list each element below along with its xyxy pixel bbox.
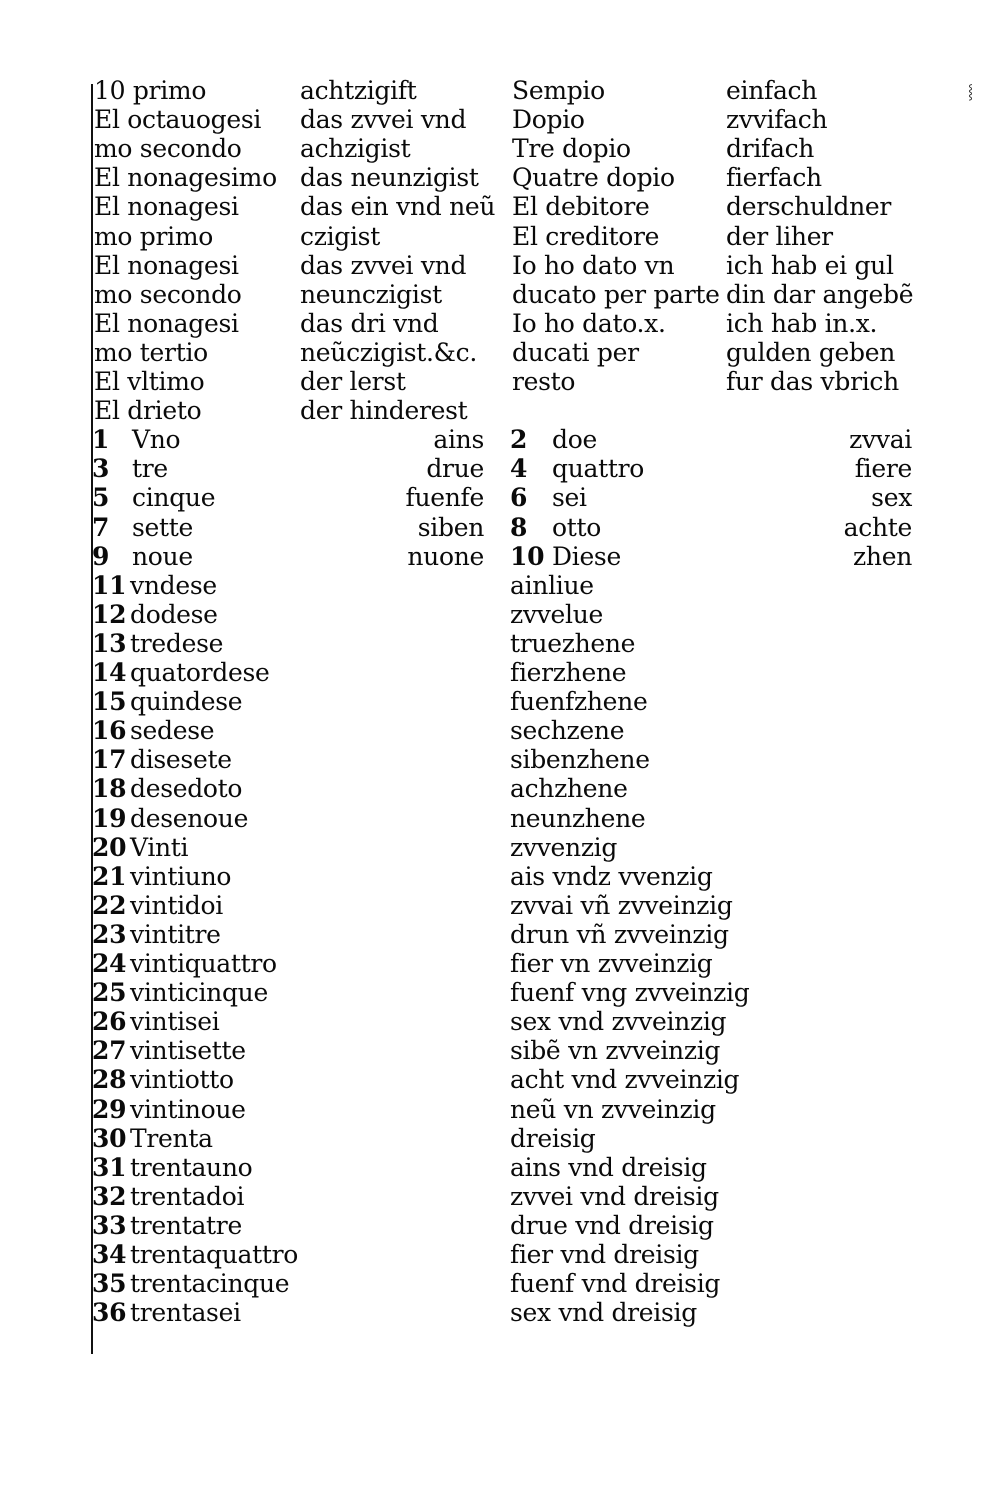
german-number-cell: zvvai vñ zvveinzig: [510, 890, 733, 920]
number-cell: 22: [92, 890, 127, 920]
german-ordinal-cell: das neunzigist: [300, 163, 479, 193]
italian-number-cell: tredese: [130, 628, 224, 658]
italian-number-left: sette: [132, 512, 194, 542]
italian-term-cell: El debitore: [512, 192, 650, 222]
italian-term-cell: ducato per parte: [512, 279, 720, 309]
german-number-cell: ains vnd dreisig: [510, 1152, 707, 1182]
number-cell: 29: [92, 1094, 127, 1124]
number-cell: 14: [92, 658, 127, 687]
italian-number-cell: Vinti: [130, 832, 189, 862]
german-term-cell: gulden geben: [726, 337, 896, 367]
german-number-cell: fier vnd dreisig: [510, 1240, 699, 1269]
german-ordinal-cell: achtzigift: [300, 76, 417, 105]
italian-number-left: tre: [132, 454, 168, 484]
german-number-right: achte: [843, 512, 912, 542]
italian-term-cell: Sempio: [512, 76, 605, 105]
number-cell: 13: [92, 628, 127, 658]
german-number-cell: zvvenzig: [510, 832, 618, 862]
number-cell: 27: [92, 1036, 127, 1066]
german-number-left: ains: [433, 425, 484, 455]
german-number-left: nuone: [407, 541, 484, 571]
number-cell: 34: [92, 1240, 127, 1269]
italian-number-cell: trentatre: [130, 1210, 242, 1240]
italian-number-cell: vintisei: [130, 1007, 220, 1037]
german-number-left: drue: [426, 454, 484, 484]
number-cell: 31: [92, 1152, 127, 1182]
italian-ordinal-cell: El octauogesi: [94, 105, 262, 135]
italian-ordinal-cell: mo tertio: [94, 337, 208, 367]
german-number-cell: fuenf vnd dreisig: [510, 1269, 721, 1299]
italian-ordinal-cell: El nonagesi: [94, 250, 239, 280]
german-number-cell: dreisig: [510, 1123, 596, 1153]
italian-number-cell: quatordese: [130, 658, 270, 687]
number-cell: 28: [92, 1065, 127, 1095]
german-term-cell: ich hab ei gul: [726, 250, 894, 280]
german-term-cell: fierfach: [726, 163, 822, 193]
german-ordinal-cell: das ein vnd neũ: [300, 192, 496, 222]
number-right: 6: [510, 483, 528, 513]
italian-number-cell: trentacinque: [130, 1269, 290, 1299]
german-number-cell: drue vnd dreisig: [510, 1210, 714, 1240]
italian-number-cell: vintiuno: [130, 861, 232, 891]
italian-number-right: sei: [552, 483, 587, 513]
italian-ordinal-cell: El drieto: [94, 396, 202, 426]
number-cell: 15: [92, 687, 127, 717]
german-ordinal-cell: das zvvei vnd: [300, 250, 467, 280]
number-left: 7: [92, 512, 110, 542]
german-number-cell: sex vnd dreisig: [510, 1298, 697, 1328]
number-left: 5: [92, 483, 110, 513]
number-cell: 19: [92, 803, 127, 833]
number-right: 10: [510, 541, 545, 571]
german-number-cell: neunzhene: [510, 803, 646, 833]
italian-term-cell: resto: [512, 367, 576, 396]
german-ordinal-cell: czigist: [300, 221, 380, 251]
german-number-left: siben: [417, 512, 484, 542]
german-ordinal-cell: der hinderest: [300, 396, 468, 426]
number-left: 3: [92, 454, 110, 484]
number-cell: 17: [92, 745, 127, 775]
italian-term-cell: Quatre dopio: [512, 163, 675, 193]
german-number-cell: achzhene: [510, 774, 628, 804]
german-number-right: fiere: [854, 454, 912, 484]
german-term-cell: drifach: [726, 134, 815, 164]
italian-number-cell: vintiotto: [130, 1065, 234, 1095]
german-ordinal-cell: neũczigist.&c.: [300, 337, 477, 367]
italian-number-cell: disesete: [130, 745, 232, 775]
italian-term-cell: Tre dopio: [512, 134, 631, 164]
german-ordinal-cell: das zvvei vnd: [300, 105, 467, 135]
german-ordinal-cell: achzigist: [300, 134, 411, 164]
german-term-cell: zvvifach: [726, 105, 828, 135]
number-cell: 16: [92, 716, 127, 746]
italian-number-cell: vintinoue: [130, 1094, 246, 1124]
italian-number-cell: quindese: [130, 687, 243, 717]
german-ordinal-cell: neunczigist: [300, 279, 442, 309]
number-cell: 12: [92, 599, 127, 629]
german-ordinal-cell: der lerst: [300, 367, 406, 396]
italian-number-cell: sedese: [130, 716, 215, 746]
italian-number-cell: vintidoi: [130, 890, 223, 920]
german-number-cell: fier vn zvveinzig: [510, 949, 713, 978]
italian-ordinal-cell: El vltimo: [94, 367, 205, 396]
italian-term-cell: El creditore: [512, 221, 660, 251]
number-cell: 21: [92, 861, 127, 891]
german-term-cell: ich hab in.x.: [726, 308, 878, 338]
german-number-cell: sechzene: [510, 716, 625, 746]
german-term-cell: din dar angebẽ: [726, 279, 914, 309]
german-number-cell: ais vndz vvenzig: [510, 861, 713, 891]
german-number-cell: truezhene: [510, 628, 636, 658]
italian-number-cell: vintiquattro: [130, 949, 277, 978]
number-cell: 32: [92, 1181, 127, 1211]
italian-term-cell: Dopio: [512, 105, 585, 135]
number-cell: 24: [92, 949, 127, 978]
number-cell: 11: [92, 570, 127, 600]
italian-number-right: doe: [552, 425, 597, 455]
german-term-cell: einfach: [726, 76, 818, 105]
german-number-cell: fuenf vng zvveinzig: [510, 978, 750, 1008]
italian-number-cell: vintitre: [130, 919, 221, 949]
number-left: 9: [92, 541, 110, 571]
german-number-cell: acht vnd zvveinzig: [510, 1065, 740, 1095]
number-cell: 36: [92, 1298, 127, 1328]
german-term-cell: fur das vbrich: [726, 367, 899, 396]
italian-number-cell: vinticinque: [130, 978, 268, 1008]
italian-number-left: Vno: [132, 425, 181, 455]
italian-number-cell: vintisette: [130, 1036, 246, 1066]
german-number-cell: zvvei vnd dreisig: [510, 1181, 719, 1211]
italian-number-cell: desenoue: [130, 803, 249, 833]
italian-ordinal-cell: mo primo: [94, 221, 214, 251]
italian-number-cell: trentadoi: [130, 1181, 245, 1211]
italian-number-cell: dodese: [130, 599, 218, 629]
italian-number-cell: Trenta: [130, 1123, 213, 1153]
german-number-cell: fierzhene: [510, 658, 627, 687]
number-left: 1: [92, 425, 110, 455]
german-number-right: zvvai: [849, 425, 912, 455]
number-cell: 26: [92, 1007, 127, 1037]
number-cell: 20: [92, 832, 127, 862]
italian-ordinal-cell: El nonagesi: [94, 192, 239, 222]
german-number-cell: drun vñ zvveinzig: [510, 919, 729, 949]
number-cell: 25: [92, 978, 127, 1008]
german-number-cell: neũ vn zvveinzig: [510, 1094, 716, 1124]
italian-term-cell: ducati per: [512, 337, 639, 367]
german-number-cell: fuenfzhene: [510, 687, 648, 717]
italian-number-cell: trentasei: [130, 1298, 241, 1328]
italian-number-right: quattro: [552, 454, 645, 484]
german-number-right: sex: [871, 483, 912, 513]
german-number-cell: ainliue: [510, 570, 594, 600]
number-cell: 35: [92, 1269, 127, 1299]
italian-number-left: cinque: [132, 483, 216, 513]
number-right: 2: [510, 425, 528, 455]
number-cell: 30: [92, 1123, 127, 1153]
german-term-cell: der liher: [726, 221, 833, 251]
german-number-cell: sibenzhene: [510, 745, 650, 775]
italian-number-right: otto: [552, 512, 601, 542]
italian-ordinal-cell: El nonagesimo: [94, 163, 277, 193]
number-cell: 23: [92, 919, 127, 949]
number-right: 4: [510, 454, 528, 484]
margin-speck: ⸾: [968, 84, 974, 100]
german-number-left: fuenfe: [405, 483, 484, 513]
italian-ordinal-cell: mo secondo: [94, 279, 242, 309]
number-cell: 33: [92, 1210, 127, 1240]
number-cell: 18: [92, 774, 127, 804]
italian-number-cell: vndese: [130, 570, 217, 600]
italian-ordinal-cell: 10 primo: [94, 76, 207, 105]
italian-term-cell: Io ho dato.x.: [512, 308, 666, 338]
german-number-right: zhen: [853, 541, 912, 571]
german-number-cell: zvvelue: [510, 599, 604, 629]
italian-number-right: Diese: [552, 541, 621, 571]
italian-number-cell: trentauno: [130, 1152, 253, 1182]
italian-number-left: noue: [132, 541, 193, 571]
italian-term-cell: Io ho dato vn: [512, 250, 675, 280]
italian-number-cell: trentaquattro: [130, 1240, 299, 1269]
italian-number-cell: desedoto: [130, 774, 243, 804]
german-number-cell: sibẽ vn zvveinzig: [510, 1036, 721, 1066]
german-term-cell: derschuldner: [726, 192, 892, 222]
number-right: 8: [510, 512, 528, 542]
german-number-cell: sex vnd zvveinzig: [510, 1007, 727, 1037]
italian-ordinal-cell: El nonagesi: [94, 308, 239, 338]
german-ordinal-cell: das dri vnd: [300, 308, 439, 338]
italian-ordinal-cell: mo secondo: [94, 134, 242, 164]
